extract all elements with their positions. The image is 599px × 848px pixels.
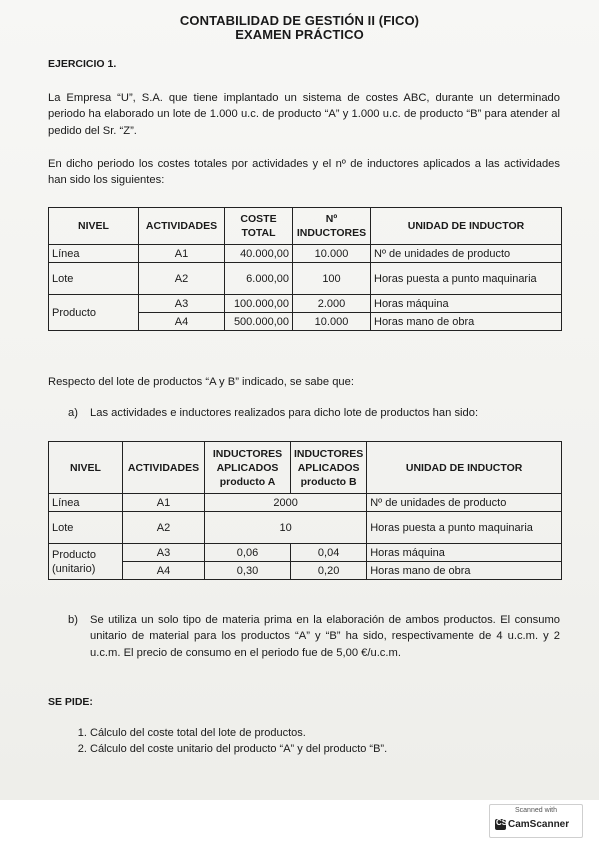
lot-inductors-table <box>48 441 562 580</box>
cell-actividad: A1 <box>139 245 225 263</box>
intro-paragraph: La Empresa “U”, S.A. que tiene implantado un sistema de costes ABC, durante un determinado periodo ha elaborado un lote de 1.000 u.c. de producto “A” y 1.000 u.c. de producto “B” para atender al pedido del Sr. “Z”. <box>48 92 560 137</box>
cell-coste: 500.000,00 <box>225 313 293 331</box>
cell-inductores-a: 0,30 <box>205 562 291 580</box>
cell-actividad: A2 <box>139 263 225 295</box>
col-header-inductores-b: INDUCTORES APLICADOS producto B <box>291 442 367 494</box>
part-b-text: Se utiliza un solo tipo de materia prima en la elaboración de ambos productos. El consumo unitario de material para los productos “A” y “B” ha sido, respectivamente de 4 u.c.m. y 2 u.c.m. El precio de consumo en el periodo fue de 5,00 €/u.c.m. <box>90 614 560 659</box>
table-row <box>49 245 562 263</box>
cell-coste: 6.000,00 <box>225 263 293 295</box>
costs-paragraph: En dicho periodo los costes totales por actividades y el nº de inductores aplicados a las actividades han sido los siguientes: <box>48 158 560 187</box>
table-header-row <box>49 442 562 494</box>
part-a-text: Las actividades e inductores realizados para dicho lote de productos han sido: <box>90 407 479 419</box>
cell-inductores: 2.000 <box>293 295 371 313</box>
cell-unidad: Horas mano de obra <box>371 313 562 331</box>
col-header-coste-total: COSTE TOTAL <box>225 208 293 245</box>
cell-nivel: Producto (unitario) <box>49 544 123 580</box>
page-subtitle: EXAMEN PRÁCTICO <box>235 27 364 42</box>
cell-inductores-shared: 10 <box>205 512 367 544</box>
cell-nivel: Producto <box>49 295 139 331</box>
cell-actividad: A3 <box>123 544 205 562</box>
cell-actividad: A3 <box>139 295 225 313</box>
cell-actividad: A2 <box>123 512 205 544</box>
cell-nivel: Lote <box>49 263 139 295</box>
table-row <box>49 512 562 544</box>
cell-unidad: Nº de unidades de producto <box>371 245 562 263</box>
cell-inductores: 10.000 <box>293 245 371 263</box>
table-row <box>49 544 562 562</box>
cell-unidad: Horas puesta a punto maquinaria <box>367 512 562 544</box>
camscanner-stamp <box>489 804 583 838</box>
cell-coste: 100.000,00 <box>225 295 293 313</box>
cell-actividad: A4 <box>139 313 225 331</box>
lot-intro: Respecto del lote de productos “A y B” indicado, se sabe que: <box>48 376 354 388</box>
col-header-nivel: NIVEL <box>49 208 139 245</box>
part-a-label: a) <box>68 407 78 419</box>
cell-inductores-shared: 2000 <box>205 494 367 512</box>
stamp-brand: CamScanner <box>508 819 570 830</box>
table-header-row <box>49 208 562 245</box>
col-header-inductores: Nº INDUCTORES <box>293 208 371 245</box>
cell-nivel: Línea <box>49 494 123 512</box>
cell-inductores-b: 0,04 <box>291 544 367 562</box>
activity-costs-table <box>48 207 562 331</box>
cell-unidad: Horas mano de obra <box>367 562 562 580</box>
table-row <box>49 562 562 580</box>
camscanner-logo-icon: CS <box>495 819 506 830</box>
col-header-unidad: UNIDAD DE INDUCTOR <box>367 442 562 494</box>
table-row <box>49 295 562 313</box>
cell-nivel: Lote <box>49 512 123 544</box>
cell-actividad: A1 <box>123 494 205 512</box>
table-row <box>49 263 562 295</box>
cell-inductores: 10.000 <box>293 313 371 331</box>
cell-inductores-b: 0,20 <box>291 562 367 580</box>
col-header-inductores-a: INDUCTORES APLICADOS producto A <box>205 442 291 494</box>
cell-unidad: Horas máquina <box>371 295 562 313</box>
list-item: 1. Cálculo del coste total del lote de productos. <box>90 725 387 741</box>
cell-inductores: 100 <box>293 263 371 295</box>
asks-heading: SE PIDE: <box>48 696 93 708</box>
exercise-heading: EJERCICIO 1. <box>48 58 117 70</box>
table-row <box>49 494 562 512</box>
cell-actividad: A4 <box>123 562 205 580</box>
cell-unidad: Horas máquina <box>367 544 562 562</box>
cell-unidad: Horas puesta a punto maquinaria <box>371 263 562 295</box>
col-header-unidad: UNIDAD DE INDUCTOR <box>371 208 562 245</box>
part-b-label: b) <box>68 614 78 626</box>
asks-list <box>60 725 387 757</box>
col-header-actividades: ACTIVIDADES <box>139 208 225 245</box>
page-title: CONTABILIDAD DE GESTIÓN II (FICO) <box>179 13 420 28</box>
stamp-caption: Scanned with <box>514 807 558 814</box>
col-header-actividades: ACTIVIDADES <box>123 442 205 494</box>
list-item: 2. Cálculo del coste unitario del producto “A” y del producto “B”. <box>90 741 387 757</box>
cell-nivel: Línea <box>49 245 139 263</box>
col-header-nivel: NIVEL <box>49 442 123 494</box>
cell-coste: 40.000,00 <box>225 245 293 263</box>
cell-inductores-a: 0,06 <box>205 544 291 562</box>
cell-unidad: Nº de unidades de producto <box>367 494 562 512</box>
part-b <box>68 612 560 661</box>
